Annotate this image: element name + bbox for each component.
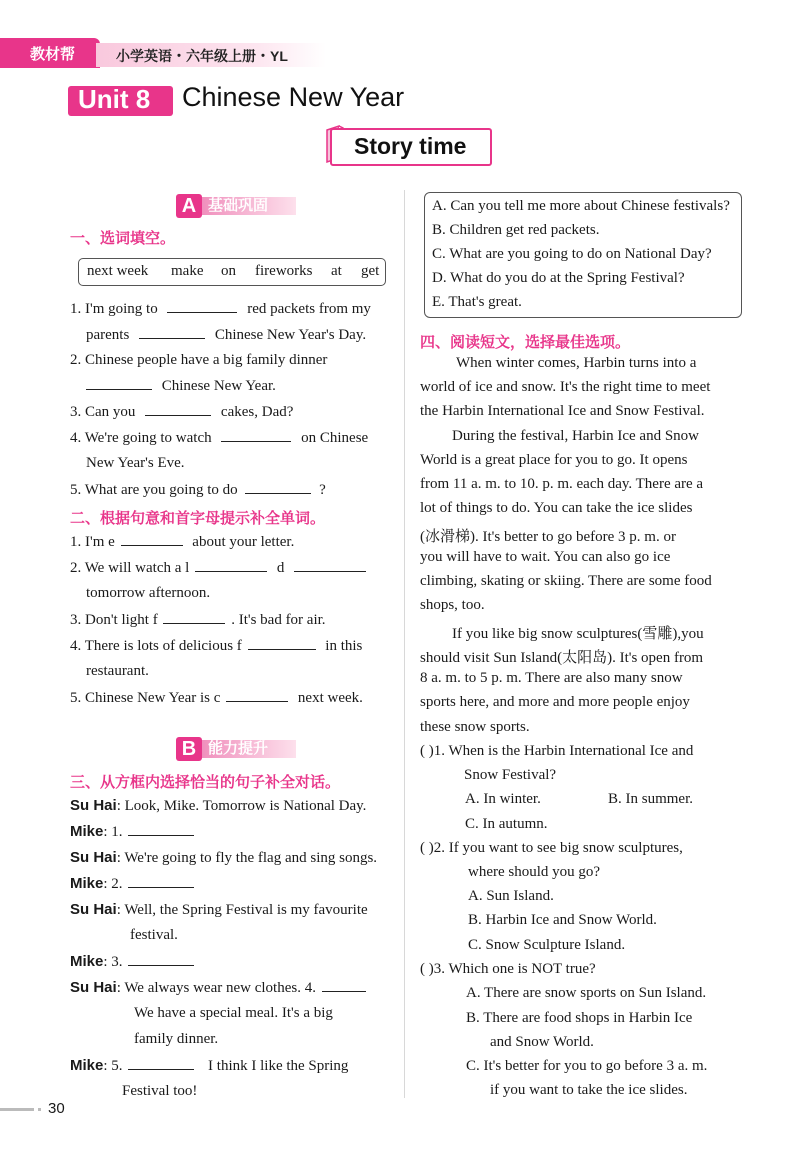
q3-option-c[interactable]: C. It's better for you to go before 3 a. m. — [466, 1058, 708, 1074]
passage-line: lot of things to do. You can take the ice slides — [420, 500, 693, 516]
text: 5. Chinese New Year is c — [70, 690, 221, 706]
word-bank-item: on — [221, 263, 236, 279]
p2-q3 — [70, 611, 326, 629]
passage-line: During the festival, Harbin Ice and Snow — [452, 428, 700, 444]
unit-label: Unit 8 — [78, 84, 151, 114]
answer-blank[interactable] — [245, 481, 311, 494]
text: 3. Don't light f — [70, 612, 158, 628]
speaker-su-hai: Su Hai — [70, 901, 117, 918]
option-c: C. What are you going to do on National Day? — [432, 246, 712, 262]
p1-q2-line2 — [86, 377, 276, 395]
p2-q4-line1 — [70, 637, 362, 655]
unit-label-box — [68, 86, 173, 116]
passage-line: world of ice and snow. It's the right time to meet — [420, 379, 711, 395]
p1-q5 — [70, 481, 326, 499]
passage-line: shops, too. — [420, 597, 485, 613]
text: on Chinese — [301, 430, 369, 446]
footer-rule — [0, 1108, 34, 1111]
option-b: B. Children get red packets. — [432, 222, 600, 238]
answer-blank[interactable] — [167, 300, 237, 313]
p1-q2-line1: 2. Chinese people have a big family dinner — [70, 352, 328, 368]
text: : We always wear new clothes. 4. — [116, 980, 316, 996]
passage-line: If you like big snow sculptures(雪雕),you — [452, 626, 704, 642]
text: : Look, Mike. Tomorrow is National Day. — [116, 798, 367, 814]
text: 2. We will watch a l — [70, 560, 190, 576]
answer-blank[interactable] — [163, 611, 225, 624]
question-3-line1: ( )3. Which one is NOT true? — [420, 961, 596, 977]
text: I think I like the Spring — [208, 1058, 349, 1074]
dialogue-line-8b: Festival too! — [122, 1083, 198, 1099]
answer-blank[interactable] — [195, 559, 267, 572]
dialogue-line-6 — [70, 953, 194, 971]
passage-line: sports here, and more and more people enjoy — [420, 694, 690, 710]
dialogue-line-2 — [70, 823, 194, 841]
text: : We're going to fly the flag and sing songs. — [116, 850, 378, 866]
q3-option-b[interactable]: B. There are food shops in Harbin Ice — [466, 1010, 693, 1026]
answer-blank[interactable] — [128, 875, 194, 888]
footer-dot — [38, 1108, 41, 1111]
passage-line: 8 a. m. to 5 p. m. There are also many snow — [420, 670, 683, 686]
dialogue-line-7c: family dinner. — [134, 1031, 219, 1047]
part4-heading: 四、阅读短文，选择最佳选项。 — [420, 334, 631, 351]
section-b-letter: B — [176, 737, 202, 761]
column-divider — [404, 190, 405, 1098]
text: red packets from my — [247, 301, 371, 317]
passage-line: climbing, skating or skiing. There are some food — [420, 573, 712, 589]
passage-line: you will have to wait. You can also go ice — [420, 549, 671, 565]
question-1-line2: Snow Festival? — [464, 767, 557, 783]
text: 1. I'm e — [70, 534, 115, 550]
option-a: A. Can you tell me more about Chinese festivals? — [432, 198, 730, 214]
part3-heading: 三、从方框内选择恰当的句子补全对话。 — [70, 774, 341, 791]
p2-q1 — [70, 533, 294, 551]
dialogue-line-8 — [70, 1057, 348, 1075]
q3-option-b-cont: and Snow World. — [490, 1034, 594, 1050]
passage-line: When winter comes, Harbin turns into a — [456, 355, 697, 371]
q1-option-c[interactable]: C. In autumn. — [465, 816, 548, 832]
answer-blank[interactable] — [221, 429, 291, 442]
answer-blank[interactable] — [145, 403, 211, 416]
text: 4. We're going to watch — [70, 430, 212, 446]
dialogue-line-5b: festival. — [130, 927, 178, 943]
word-bank-box — [78, 258, 386, 286]
passage-line: from 11 a. m. to 10. p. m. each day. There are a — [420, 476, 704, 492]
section-a-title: 基础巩固 — [208, 197, 269, 214]
section-a-badge — [176, 194, 296, 218]
text: cakes, Dad? — [220, 404, 294, 420]
speaker-mike: Mike — [70, 953, 104, 970]
word-bank-item: get — [361, 263, 380, 279]
series-title: 小学英语・六年级上册・YL — [116, 48, 288, 64]
text: : 3. — [103, 954, 123, 970]
speaker-su-hai: Su Hai — [70, 797, 117, 814]
text: Chinese New Year's Day. — [214, 327, 367, 343]
brand-badge-text: 教材帮 — [30, 46, 76, 63]
p1-q3 — [70, 403, 293, 421]
text: Chinese New Year. — [161, 378, 276, 394]
question-2-line2: where should you go? — [468, 864, 601, 880]
speaker-su-hai: Su Hai — [70, 849, 117, 866]
p1-q4-line1 — [70, 429, 368, 447]
text: : 2. — [103, 876, 123, 892]
q3-option-c-cont: if you want to take the ice slides. — [490, 1082, 688, 1098]
text: in this — [325, 638, 363, 654]
p2-q4-line2: restaurant. — [86, 663, 149, 679]
section-a-letter: A — [176, 194, 202, 218]
text: 5. What are you going to do — [70, 482, 238, 498]
story-time-label: Story time — [354, 133, 467, 159]
sentence-options-box — [424, 192, 742, 318]
dialogue-line-4 — [70, 875, 194, 893]
question-1-line1: ( )1. When is the Harbin International Ice and — [420, 743, 694, 759]
text: 1. I'm going to — [70, 301, 158, 317]
text: parents — [86, 327, 130, 343]
answer-blank[interactable] — [248, 637, 316, 650]
dialogue-line-1 — [70, 797, 366, 815]
text: 4. There is lots of delicious f — [70, 638, 242, 654]
q2-option-a[interactable]: A. Sun Island. — [468, 888, 554, 904]
brand-badge — [0, 38, 100, 68]
passage-line: should visit Sun Island(太阳岛). It's open from — [420, 650, 704, 666]
page-number: 30 — [48, 1100, 65, 1117]
answer-blank[interactable] — [128, 1057, 194, 1070]
speaker-mike: Mike — [70, 875, 104, 892]
answer-blank[interactable] — [128, 823, 194, 836]
q1-option-b[interactable]: B. In summer. — [608, 791, 693, 807]
answer-blank[interactable] — [226, 689, 288, 702]
q1-option-a[interactable]: A. In winter. — [465, 791, 541, 807]
text: about your letter. — [192, 534, 295, 550]
p2-q2-line2: tomorrow afternoon. — [86, 585, 211, 601]
speaker-su-hai: Su Hai — [70, 979, 117, 996]
speaker-mike: Mike — [70, 823, 104, 840]
series-band — [96, 43, 326, 67]
answer-blank[interactable] — [128, 953, 194, 966]
dialogue-line-7 — [70, 979, 366, 997]
q2-option-c[interactable]: C. Snow Sculpture Island. — [468, 937, 626, 953]
answer-blank[interactable] — [139, 326, 205, 339]
word-bank-item: fireworks — [255, 263, 313, 279]
answer-blank[interactable] — [86, 377, 152, 390]
text: : Well, the Spring Festival is my favourite — [116, 902, 368, 918]
p1-q1-line1 — [70, 300, 371, 318]
option-e: E. That's great. — [432, 294, 522, 310]
text: : 5. — [103, 1058, 123, 1074]
unit-title: Chinese New Year — [182, 82, 405, 112]
dialogue-line-7b: We have a special meal. It's a big — [134, 1005, 333, 1021]
part2-heading: 二、根据句意和首字母提示补全单词。 — [70, 510, 326, 527]
answer-blank[interactable] — [322, 979, 366, 992]
passage-line: the Harbin International Ice and Snow Festival. — [420, 403, 705, 419]
q2-option-b[interactable]: B. Harbin Ice and Snow World. — [468, 912, 657, 928]
text: d — [276, 560, 285, 576]
passage-line: (冰滑梯). It's better to go before 3 p. m. or — [420, 529, 676, 545]
dialogue-line-5 — [70, 901, 368, 919]
q3-option-a[interactable]: A. There are snow sports on Sun Island. — [466, 985, 707, 1001]
word-bank-item: at — [331, 263, 342, 279]
option-d: D. What do you do at the Spring Festival? — [432, 270, 685, 286]
word-bank-item: next week — [87, 263, 149, 279]
passage-line: these snow sports. — [420, 719, 530, 735]
p2-q2-line1 — [70, 559, 366, 577]
p1-q1-line2 — [86, 326, 366, 344]
part1-heading: 一、选词填空。 — [70, 230, 176, 247]
speaker-mike: Mike — [70, 1057, 104, 1074]
section-b-title: 能力提升 — [208, 740, 269, 757]
answer-blank[interactable] — [294, 559, 366, 572]
text: 3. Can you — [70, 404, 136, 420]
word-bank-item: make — [171, 263, 204, 279]
text: : 1. — [103, 824, 123, 840]
question-2-line1: ( )2. If you want to see big snow sculptures, — [420, 840, 683, 856]
text: . It's bad for air. — [231, 612, 326, 628]
story-time-box — [330, 128, 492, 166]
text: next week. — [297, 690, 363, 706]
text: ? — [319, 482, 326, 498]
dialogue-line-3 — [70, 849, 377, 867]
section-b-badge — [176, 737, 296, 761]
answer-blank[interactable] — [121, 533, 183, 546]
p1-q4-line2: New Year's Eve. — [86, 455, 185, 471]
passage-line: World is a great place for you to go. It opens — [420, 452, 688, 468]
p2-q5 — [70, 689, 363, 707]
